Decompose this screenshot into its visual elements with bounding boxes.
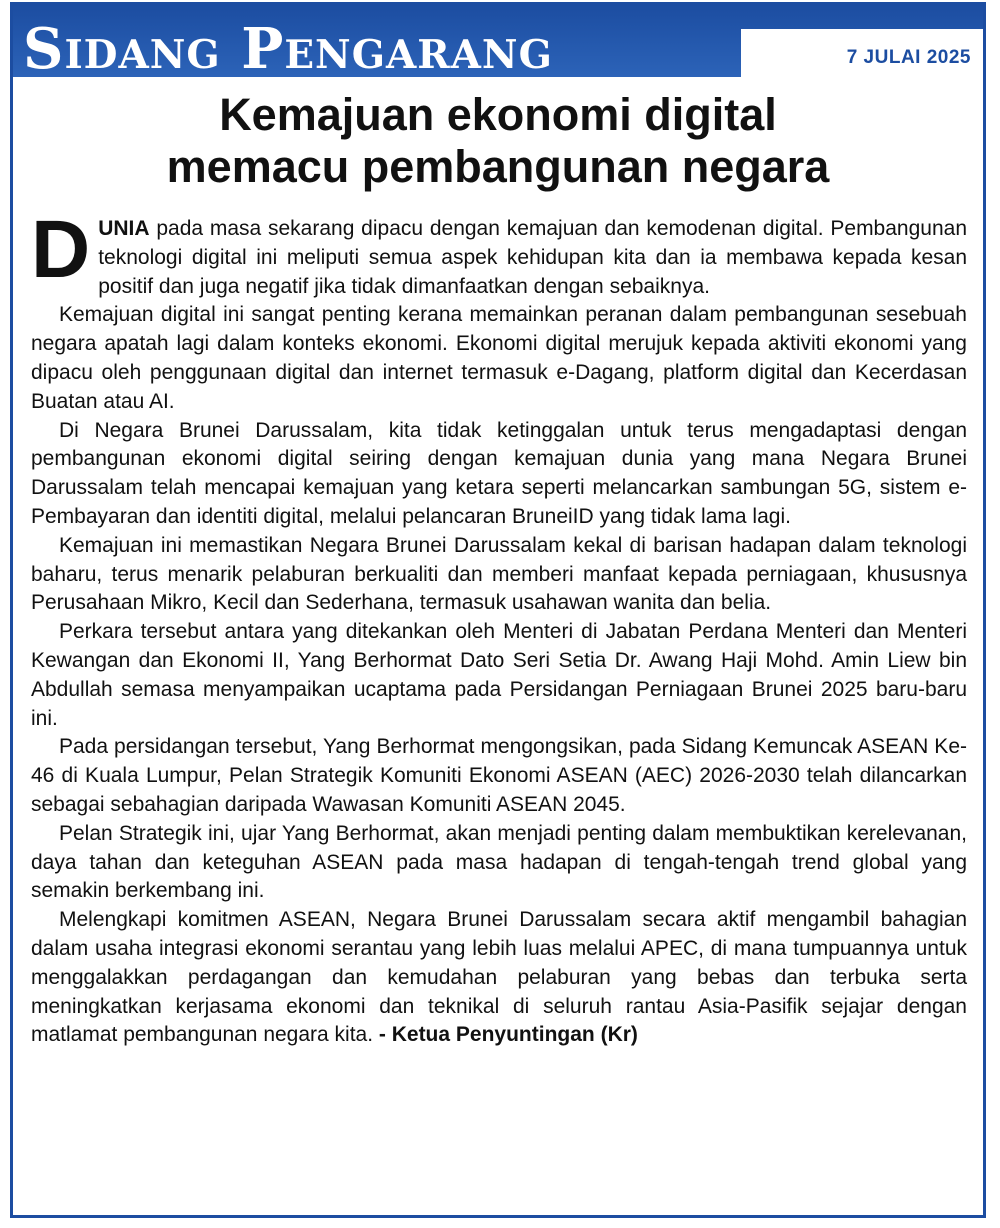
paragraph-2: Kemajuan digital ini sangat penting kerana memainkan peranan dalam pembangunan sesebuah negara apatah lagi dalam konteks ekonomi. Ekonomi digital merujuk kepada aktiviti ekonomi yang dipacu oleh penggunaan digital dan internet termasuk e-Dagang, platform digital dan Kecerdasan Buatan atau AI. <box>31 303 967 413</box>
paragraph-7: Pelan Strategik ini, ujar Yang Berhormat, akan menjadi penting dalam membuktikan kerelevanan, daya tahan dan keteguhan ASEAN pada masa hadapan di tengah-tengah trend global yang semakin berkembang ini. <box>31 821 967 903</box>
headline-line-2: memacu pembangunan negara <box>166 141 830 192</box>
headline <box>13 89 983 193</box>
masthead-title: Sidang Pengarang <box>23 16 553 77</box>
headline-line-1: Kemajuan ekonomi digital <box>219 89 777 140</box>
paragraph-5: Perkara tersebut antara yang ditekankan oleh Menteri di Jabatan Perdana Menteri dan Menteri Kewangan dan Ekonomi II, Yang Berhormat Dato Seri Setia Dr. Awang Haji Mohd. Amin Liew bin Abdullah semasa menyampaikan ucaptama pada Persidangan Perniagaan Brunei 2025 baru-baru ini. <box>31 620 967 730</box>
masthead <box>13 5 983 77</box>
paragraph-8 <box>31 906 967 1050</box>
publication-date: 7 JULAI 2025 <box>846 47 971 68</box>
paragraph-6: Pada persidangan tersebut, Yang Berhormat mengongsikan, pada Sidang Kemuncak ASEAN Ke-46 di Kuala Lumpur, Pelan Strategik Komuniti Ekonomi ASEAN (AEC) 2026-2030 telah dilancarkan sebagai sebahagian daripada Wawasan Komuniti ASEAN 2045. <box>31 735 967 816</box>
paragraph-4: Kemajuan ini memastikan Negara Brunei Darussalam kekal di barisan hadapan dalam teknologi baharu, terus menarik pelaburan berkualiti dan memberi manfaat kepada perniagaan, khususnya Perusahaan Mikro, Kecil dan Sederhana, termasuk usahawan wanita dan belia. <box>31 533 967 615</box>
paragraph-3: Di Negara Brunei Darussalam, kita tidak ketinggalan untuk terus mengadaptasi dengan pembangunan ekonomi digital seiring dengan kemajuan dunia yang mana Negara Brunei Darussalam telah mencapai kemajuan yang ketara seperti melancarkan sambungan 5G, sistem e-Pembayaran dan identiti digital, melalui pelancaran BruneiID yang tidak lama lagi. <box>31 418 967 528</box>
paragraph-8-text: Melengkapi komitmen ASEAN, Negara Brunei Darussalam secara aktif mengambil bahagian dalam usaha integrasi ekonomi serantau yang lebih luas melalui APEC, di mana tumpuannya untuk menggalakkan perdagangan dan kemudahan pelaburan yang bebas dan terbuka serta meningkatkan kerjasama ekonomi dan teknikal di seluruh rantau Asia-Pasifik sejajar dengan matlamat pembangunan negara kita. <box>31 908 967 1047</box>
lead-word: UNIA <box>98 217 150 240</box>
editorial-page <box>10 2 986 1218</box>
drop-cap: D <box>31 204 91 295</box>
article-body <box>31 204 967 1050</box>
paragraph-1-text: pada masa sekarang dipacu dengan kemajuan dan kemodenan digital. Pembangunan teknologi digital ini meliputi semua aspek kehidupan kita dan ia membawa kepada kesan positif dan juga negatif jika tidak dimanfaatkan dengan sebaiknya. <box>98 217 967 298</box>
paragraph-1 <box>31 204 967 301</box>
author-signoff: - Ketua Penyuntingan (Kr) <box>378 1023 638 1047</box>
